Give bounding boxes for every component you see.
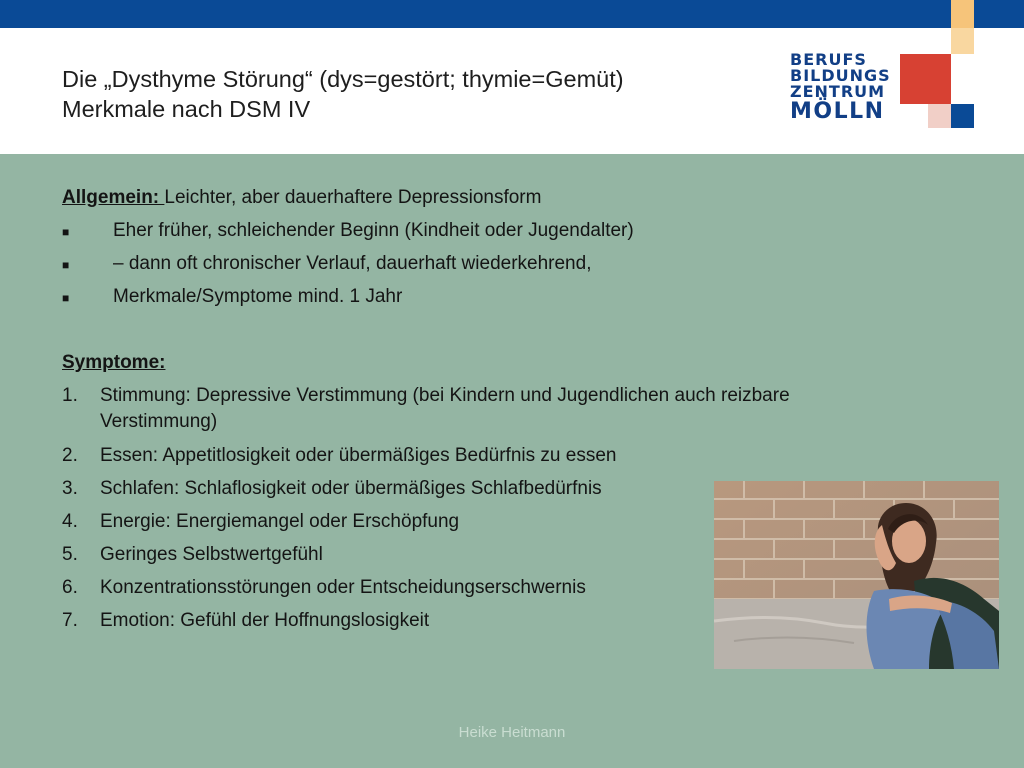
symptom-text: Essen: Appetitlosigkeit oder übermäßiges Bedürfnis zu essen (100, 445, 617, 466)
bullet-text: – dann oft chronischer Verlauf, dauerhaft wiederkehrend, (113, 253, 592, 274)
logo-line-4: MÖLLN (790, 99, 885, 124)
symptom-number: 7. (62, 610, 78, 631)
symptom-text: Schlafen: Schlaflosigkeit oder übermäßiges Schlafbedürfnis (100, 478, 602, 499)
symptom-number: 2. (62, 445, 78, 466)
logo-square-yellow (951, 0, 974, 28)
symptom-text: Emotion: Gefühl der Hoffnungslosigkeit (100, 610, 430, 631)
symptoms-heading-text: Symptome: (62, 352, 166, 373)
general-line (62, 186, 541, 210)
bullet-square-icon: ■ (62, 225, 70, 239)
logo-text (790, 52, 891, 124)
symptom-item (62, 384, 962, 434)
symptom-text: Energie: Energiemangel oder Erschöpfung (100, 511, 460, 532)
title-line-2: Merkmale nach DSM IV (62, 96, 311, 122)
symptom-text-continued: Verstimmung) (100, 411, 218, 432)
symptom-text: Stimmung: Depressive Verstimmung (bei Kindern und Jugendlichen auch reizbare (100, 385, 790, 406)
symptom-number: 3. (62, 478, 78, 499)
logo-line-2: BILDUNGS (790, 66, 891, 85)
bullet-square-icon: ■ (62, 291, 70, 305)
logo-square-light-yellow (951, 28, 974, 54)
logo-line-3: ZENTRUM (790, 82, 886, 101)
symptoms-heading (62, 351, 165, 375)
bullet-text: Merkmale/Symptome mind. 1 Jahr (113, 286, 403, 307)
symptom-text: Konzentrationsstörungen oder Entscheidungserschwernis (100, 577, 586, 598)
bullet-text: Eher früher, schleichender Beginn (Kindheit oder Jugendalter) (113, 220, 634, 241)
general-label: Allgemein: (62, 187, 165, 208)
symptom-number: 1. (62, 385, 78, 406)
bullet-square-icon: ■ (62, 258, 70, 272)
general-text: Leichter, aber dauerhaftere Depressionsform (164, 187, 542, 208)
footer-author: Heike Heitmann (458, 724, 566, 741)
symptom-number: 4. (62, 511, 78, 532)
top-bar (0, 0, 1024, 28)
logo-line-1: BERUFS (790, 50, 867, 69)
logo-square-pink (928, 104, 951, 128)
symptom-number: 6. (62, 577, 78, 598)
logo-square-red (900, 54, 951, 104)
photo-sad-girl (714, 481, 999, 669)
logo-square-blue (951, 104, 974, 128)
slide-title (62, 64, 624, 124)
symptom-number: 5. (62, 544, 78, 565)
symptom-text: Geringes Selbstwertgefühl (100, 544, 323, 565)
title-line-1: Die „Dysthyme Störung“ (dys=gestört; thymie=Gemüt) (62, 66, 624, 92)
photo-illustration (714, 481, 999, 669)
